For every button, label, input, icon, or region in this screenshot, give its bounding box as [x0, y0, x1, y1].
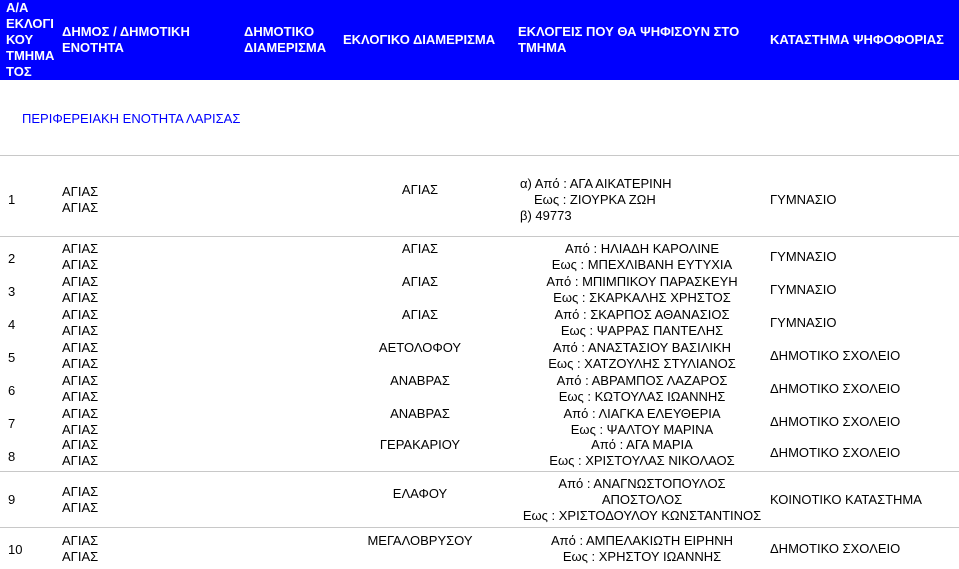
- row-department: ΑΓΙΑΣ: [401, 274, 439, 289]
- range-line: Εως : ΖΙΟΥΡΚΑ ΖΩΗ: [534, 192, 656, 207]
- range-line: Από : ΜΠΙΜΠΙΚΟΥ ΠΑΡΑΣΚΕΥΗ: [546, 274, 738, 289]
- row-polling-station: ΓΥΜΝΑΣΙΟ: [770, 282, 837, 297]
- header-voters-label: ΕΚΛΟΓΕΙΣ ΠΟΥ ΘΑ ΨΗΦΙΣΟΥΝ ΣΤΟ ΤΜΗΜΑ: [518, 24, 740, 55]
- row-department: ΑΓΙΑΣ: [401, 241, 439, 256]
- row-municipality: [62, 241, 182, 273]
- header-department-label: ΔΗΜΟΤΙΚΟ ΔΙΑΜΕΡΙΣΜΑ: [244, 24, 327, 55]
- row-department: ΑΝΑΒΡΑΣ: [390, 373, 450, 388]
- row-voter-range: [512, 340, 772, 372]
- table-header: [0, 0, 959, 80]
- row-polling-station: ΔΗΜΟΤΙΚΟ ΣΧΟΛΕΙΟ: [770, 348, 901, 363]
- row-number: 9: [8, 492, 16, 507]
- header-municipality-label: ΔΗΜΟΣ / ΔΗΜΟΤΙΚΗ ΕΝΟΤΗΤΑ: [62, 24, 190, 55]
- row-voter-range: [512, 437, 772, 469]
- row-number: 10: [8, 542, 23, 557]
- row-number: 8: [8, 449, 16, 464]
- municipality-line: ΑΓΙΑΣ: [62, 184, 99, 199]
- row-polling-station: ΔΗΜΟΤΙΚΟ ΣΧΟΛΕΙΟ: [770, 381, 901, 396]
- row-voter-range: [512, 476, 772, 524]
- header-department: [244, 0, 354, 80]
- row-municipality: [62, 437, 182, 469]
- row-voter-range: [512, 241, 772, 273]
- row-municipality: [62, 533, 182, 565]
- range-line: Από : ΑΓΑ ΜΑΡΙΑ: [591, 437, 693, 452]
- row-municipality: [62, 340, 182, 372]
- row-number: 2: [8, 251, 16, 266]
- range-line: Εως : ΧΑΤΖΟΥΛΗΣ ΣΤΥΛΙΑΝΟΣ: [548, 356, 736, 371]
- row-voter-range: [512, 533, 772, 565]
- row-divider: [0, 155, 959, 156]
- row-voter-range: [512, 373, 772, 405]
- range-line: Από : ΑΜΠΕΛΑΚΙΩΤΗ ΕΙΡΗΝΗ: [551, 533, 733, 548]
- municipality-line: ΑΓΙΑΣ: [62, 500, 99, 515]
- header-store: [770, 0, 959, 80]
- row-department: ΕΛΑΦΟΥ: [392, 486, 448, 501]
- row-department: ΑΕΤΟΛΟΦΟΥ: [378, 340, 462, 355]
- municipality-line: ΑΓΙΑΣ: [62, 340, 99, 355]
- range-line: Εως : ΚΩΤΟΥΛΑΣ ΙΩΑΝΝΗΣ: [558, 389, 726, 404]
- municipality-line: ΑΓΙΑΣ: [62, 437, 99, 452]
- row-number: 1: [8, 192, 16, 207]
- municipality-line: ΑΓΙΑΣ: [62, 307, 99, 322]
- range-line: Εως : ΧΡΙΣΤΟΥΛΑΣ ΝΙΚΟΛΑΟΣ: [549, 453, 735, 468]
- range-line: ΑΠΟΣΤΟΛΟΣ: [601, 492, 683, 507]
- row-municipality: [62, 307, 182, 339]
- municipality-line: ΑΓΙΑΣ: [62, 241, 99, 256]
- municipality-line: ΑΓΙΑΣ: [62, 274, 99, 289]
- municipality-line: ΑΓΙΑΣ: [62, 373, 99, 388]
- row-number: 4: [8, 317, 16, 332]
- header-aa-label: Α/Α ΕΚΛΟΓΙ ΚΟΥ ΤΜΗΜΑ ΤΟΣ: [6, 0, 55, 79]
- row-municipality: [62, 178, 182, 222]
- range-line: Εως : ΣΚΑΡΚΑΛΗΣ ΧΡΗΣΤΟΣ: [553, 290, 731, 305]
- row-department: ΑΓΙΑΣ: [401, 307, 439, 322]
- row-department: ΜΕΓΑΛΟΒΡΥΣΟΥ: [367, 533, 473, 548]
- municipality-line: ΑΓΙΑΣ: [62, 200, 99, 215]
- range-line: Εως : ΜΠΕΧΛΙΒΑΝΗ ΕΥΤΥΧΙΑ: [551, 257, 733, 272]
- row-number: 5: [8, 350, 16, 365]
- row-department: ΑΝΑΒΡΑΣ: [390, 406, 450, 421]
- municipality-line: ΑΓΙΑΣ: [62, 323, 99, 338]
- header-voters: [518, 0, 758, 80]
- row-divider: [0, 527, 959, 528]
- row-department: ΑΓΙΑΣ: [401, 182, 439, 197]
- municipality-line: ΑΓΙΑΣ: [62, 406, 99, 421]
- municipality-line: ΑΓΙΑΣ: [62, 257, 99, 272]
- row-polling-station: ΔΗΜΟΤΙΚΟ ΣΧΟΛΕΙΟ: [770, 541, 901, 556]
- header-electoral: [343, 0, 513, 80]
- range-line: Από : ΑΝΑΓΝΩΣΤΟΠΟΥΛΟΣ: [558, 476, 726, 491]
- row-voter-range: [512, 307, 772, 339]
- row-number: 6: [8, 383, 16, 398]
- row-polling-station: ΓΥΜΝΑΣΙΟ: [770, 192, 837, 207]
- municipality-line: ΑΓΙΑΣ: [62, 533, 99, 548]
- municipality-line: ΑΓΙΑΣ: [62, 453, 99, 468]
- row-polling-station: ΔΗΜΟΤΙΚΟ ΣΧΟΛΕΙΟ: [770, 414, 901, 429]
- municipality-line: ΑΓΙΑΣ: [62, 389, 99, 404]
- range-line: Εως : ΧΡΙΣΤΟΔΟΥΛΟΥ ΚΩΝΣΤΑΝΤΙΝΟΣ: [522, 508, 762, 523]
- row-voter-range: [512, 274, 772, 306]
- row-polling-station: ΓΥΜΝΑΣΙΟ: [770, 315, 837, 330]
- range-line: Εως : ΧΡΗΣΤΟΥ ΙΩΑΝΝΗΣ: [562, 549, 722, 564]
- row-voter-range: [512, 406, 772, 438]
- range-line: Από : ΑΝΑΣΤΑΣΙΟΥ ΒΑΣΙΛΙΚΗ: [552, 340, 732, 355]
- header-electoral-label: ΕΚΛΟΓΙΚΟ ΔΙΑΜΕΡΙΣΜΑ: [343, 32, 496, 47]
- municipality-line: ΑΓΙΑΣ: [62, 290, 99, 305]
- range-line: Από : ΑΒΡΑΜΠΟΣ ΛΑΖΑΡΟΣ: [556, 373, 728, 388]
- municipality-line: ΑΓΙΑΣ: [62, 549, 99, 564]
- row-municipality: [62, 274, 182, 306]
- header-municipality: [62, 0, 212, 80]
- row-number: 3: [8, 284, 16, 299]
- header-store-label: ΚΑΤΑΣΤΗΜΑ ΨΗΦΟΦΟΡΙΑΣ: [770, 32, 944, 47]
- range-line: Εως : ΨΑΡΡΑΣ ΠΑΝΤΕΛΗΣ: [560, 323, 724, 338]
- range-line: Από : ΛΙΑΓΚΑ ΕΛΕΥΘΕΡΙΑ: [563, 406, 721, 421]
- region-title: ΠΕΡΙΦΕΡΕΙΑΚΗ ΕΝΟΤΗΤΑ ΛΑΡΙΣΑΣ: [22, 111, 241, 126]
- municipality-line: ΑΓΙΑΣ: [62, 356, 99, 371]
- range-line: Από : ΣΚΑΡΠΟΣ ΑΘΑΝΑΣΙΟΣ: [554, 307, 730, 322]
- row-department: ΓΕΡΑΚΑΡΙΟΥ: [379, 437, 461, 452]
- range-line: Εως : ΨΑΛΤΟΥ ΜΑΡΙΝΑ: [570, 422, 714, 437]
- row-municipality: [62, 484, 182, 516]
- row-municipality: [62, 373, 182, 405]
- row-polling-station: ΚΟΙΝΟΤΙΚΟ ΚΑΤΑΣΤΗΜΑ: [770, 492, 922, 507]
- range-line: Από : ΗΛΙΑΔΗ ΚΑΡΟΛΙΝΕ: [565, 241, 719, 256]
- header-aa: [6, 0, 54, 80]
- range-line: α) Από : ΑΓΑ ΑΙΚΑΤΕΡΙΝΗ: [520, 176, 672, 191]
- row-number: 7: [8, 416, 16, 431]
- municipality-line: ΑΓΙΑΣ: [62, 422, 99, 437]
- row-municipality: [62, 406, 182, 438]
- row-polling-station: ΓΥΜΝΑΣΙΟ: [770, 249, 837, 264]
- range-line: β) 49773: [520, 208, 572, 223]
- row-voter-range: [512, 174, 772, 226]
- row-divider: [0, 236, 959, 237]
- row-polling-station: ΔΗΜΟΤΙΚΟ ΣΧΟΛΕΙΟ: [770, 445, 901, 460]
- row-divider: [0, 471, 959, 472]
- municipality-line: ΑΓΙΑΣ: [62, 484, 99, 499]
